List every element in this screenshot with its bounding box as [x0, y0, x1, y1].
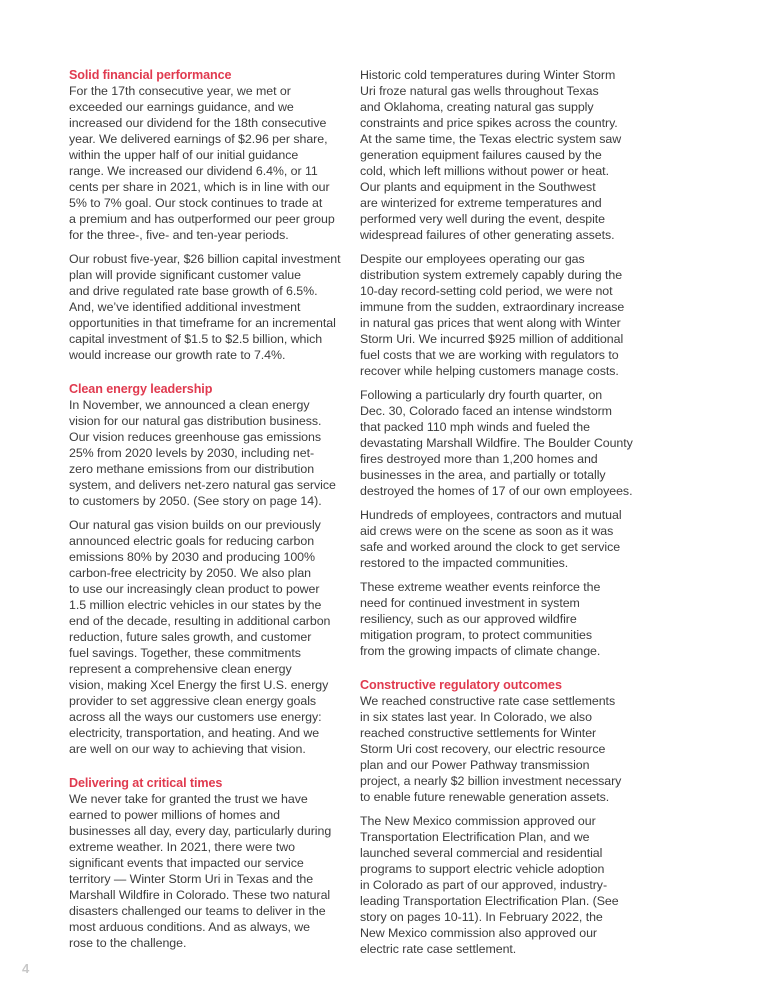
text-line: are well on our way to achieving that vision.	[69, 742, 306, 756]
text-line: and Oklahoma, creating natural gas supply	[360, 100, 594, 114]
text-line: to use our increasingly clean product to power	[69, 582, 320, 596]
text-line: plan and our Power Pathway transmission	[360, 758, 590, 772]
text-line: immune from the sudden, extraordinary increase	[360, 300, 625, 314]
text-line: cold, which left millions without power or heat.	[360, 164, 609, 178]
text-line: We never take for granted the trust we have	[69, 792, 308, 806]
text-line: generation equipment failures caused by the	[360, 148, 602, 162]
text-line: Storm Uri. We incurred $925 million of additional	[360, 332, 624, 346]
text-line: At the same time, the Texas electric system saw	[360, 132, 622, 146]
text-line: Historic cold temperatures during Winter Storm	[360, 68, 616, 82]
text-line: significant events that impacted our service	[69, 856, 304, 870]
text-line: and drive regulated rate base growth of 6.5%.	[69, 284, 318, 298]
text-line: extreme weather. In 2021, there were two	[69, 840, 295, 854]
text-line: rose to the challenge.	[69, 936, 187, 950]
text-line: emissions 80% by 2030 and producing 100%	[69, 550, 315, 564]
text-line: within the upper half of our initial guidance	[69, 148, 299, 162]
text-line: story on pages 10-11). In February 2022, the	[360, 910, 603, 924]
body-paragraph	[360, 813, 660, 957]
text-line: widespread failures of other generating assets.	[360, 228, 615, 242]
text-line: to customers by 2050. (See story on page 14).	[69, 494, 322, 508]
text-line: zero methane emissions from our distribution	[69, 462, 315, 476]
text-line: increased our dividend for the 18th consecutive	[69, 116, 327, 130]
text-line: electric rate case settlement.	[360, 942, 517, 956]
text-line: across all the ways our customers use energy:	[69, 710, 322, 724]
body-paragraph	[69, 791, 351, 951]
article-section	[69, 371, 351, 757]
body-paragraph	[69, 397, 351, 509]
body-paragraph	[360, 67, 660, 243]
text-line: from the growing impacts of climate change.	[360, 644, 601, 658]
text-line: fuel savings. Together, these commitments	[69, 646, 301, 660]
text-line: carbon-free electricity by 2050. We also plan	[69, 566, 312, 580]
section-heading: Clean energy leadership	[69, 382, 213, 396]
body-paragraph	[69, 83, 351, 243]
text-line: disasters challenged our teams to deliver in the	[69, 904, 326, 918]
text-line: plan will provide significant customer value	[69, 268, 301, 282]
text-line: launched several commercial and residential	[360, 846, 603, 860]
text-line: earned to power millions of homes and	[69, 808, 280, 822]
left-column	[69, 67, 351, 959]
text-line: range. We increased our dividend 6.4%, or 11	[69, 164, 318, 178]
text-line: would increase our growth rate to 7.4%.	[69, 348, 286, 362]
text-line: New Mexico commission also approved our	[360, 926, 598, 940]
text-line: Despite our employees operating our gas	[360, 252, 585, 266]
section-heading: Delivering at critical times	[69, 776, 223, 790]
text-line: Hundreds of employees, contractors and mutual	[360, 508, 622, 522]
text-line: vision for our natural gas distribution business.	[69, 414, 322, 428]
text-line: electricity, transportation, and heating. And we	[69, 726, 320, 740]
text-line: need for continued investment in system	[360, 596, 580, 610]
text-line: year. We delivered earnings of $2.96 per share,	[69, 132, 328, 146]
body-paragraph	[360, 251, 660, 379]
text-line: destroyed the homes of 17 of our own employees.	[360, 484, 633, 498]
article-section	[69, 765, 351, 951]
article-section	[69, 67, 351, 363]
text-line: Our robust five-year, $26 billion capital investment	[69, 252, 341, 266]
text-line: performed very well during the event, despite	[360, 212, 606, 226]
text-line: represent a comprehensive clean energy	[69, 662, 292, 676]
text-line: devastating Marshall Wildfire. The Boulder County	[360, 436, 633, 450]
text-line: Marshall Wildfire in Colorado. These two natural	[69, 888, 331, 902]
text-line: opportunities in that timeframe for an incremental	[69, 316, 336, 330]
text-line: 5% to 7% goal. Our stock continues to trade at	[69, 196, 323, 210]
text-line: for the three-, five- and ten-year periods.	[69, 228, 289, 242]
text-line: We reached constructive rate case settlements	[360, 694, 616, 708]
text-line: announced electric goals for reducing carbon	[69, 534, 315, 548]
text-line: system, and delivers net-zero natural gas service	[69, 478, 336, 492]
text-line: project, a nearly $2 billion investment necessary	[360, 774, 622, 788]
text-line: Dec. 30, Colorado faced an intense windstorm	[360, 404, 612, 418]
text-line: end of the decade, resulting in additional carbon	[69, 614, 331, 628]
body-paragraph	[69, 517, 351, 757]
text-line: Storm Uri cost recovery, our electric resource	[360, 742, 606, 756]
text-line: cents per share in 2021, which is in line with our	[69, 180, 330, 194]
text-line: in natural gas prices that went along with Winter	[360, 316, 621, 330]
text-line: leading Transportation Electrification Plan. (See	[360, 894, 619, 908]
text-line: constraints and price spikes across the country.	[360, 116, 618, 130]
section-heading: Solid financial performance	[69, 68, 232, 82]
text-line: restored to the impacted communities.	[360, 556, 569, 570]
text-line: fires destroyed more than 1,200 homes and	[360, 452, 598, 466]
right-column	[360, 67, 660, 965]
article-section	[360, 67, 660, 659]
text-line: distribution system extremely capably during the	[360, 268, 623, 282]
text-line: that packed 110 mph winds and fueled the	[360, 420, 590, 434]
text-line: territory — Winter Storm Uri in Texas and the	[69, 872, 314, 886]
text-line: reached constructive settlements for Winter	[360, 726, 597, 740]
text-line: vision, making Xcel Energy the first U.S. energy	[69, 678, 329, 692]
text-line: in six states last year. In Colorado, we also	[360, 710, 592, 724]
text-line: programs to support electric vehicle adoption	[360, 862, 605, 876]
body-paragraph	[360, 507, 660, 571]
text-line: Our natural gas vision builds on our previously	[69, 518, 321, 532]
text-line: provider to set aggressive clean energy goals	[69, 694, 317, 708]
text-line: capital investment of $1.5 to $2.5 billion, which	[69, 332, 323, 346]
text-line: Following a particularly dry fourth quarter, on	[360, 388, 603, 402]
text-line: most arduous conditions. And as always, we	[69, 920, 311, 934]
text-line: safe and worked around the clock to get service	[360, 540, 621, 554]
text-line: fuel costs that we are working with regulators to	[360, 348, 619, 362]
text-line: a premium and has outperformed our peer group	[69, 212, 335, 226]
page-number: 4	[22, 961, 30, 976]
body-paragraph	[360, 693, 660, 805]
body-paragraph	[69, 251, 351, 363]
text-line: Our vision reduces greenhouse gas emissions	[69, 430, 321, 444]
text-line: businesses in the area, and partially or totally	[360, 468, 606, 482]
text-line: exceeded our earnings guidance, and we	[69, 100, 294, 114]
text-line: Uri froze natural gas wells throughout Texas	[360, 84, 599, 98]
text-line: Our plants and equipment in the Southwest	[360, 180, 596, 194]
text-line: The New Mexico commission approved our	[360, 814, 596, 828]
text-line: are winterized for extreme temperatures and	[360, 196, 602, 210]
text-line: recover while helping customers manage costs.	[360, 364, 619, 378]
text-line: 1.5 million electric vehicles in our states by the	[69, 598, 322, 612]
text-line: These extreme weather events reinforce the	[360, 580, 601, 594]
text-line: mitigation program, to protect communities	[360, 628, 593, 642]
text-line: Transportation Electrification Plan, and we	[360, 830, 590, 844]
text-line: in Colorado as part of our approved, industry-	[360, 878, 608, 892]
section-heading: Constructive regulatory outcomes	[360, 678, 562, 692]
article-section	[360, 667, 660, 957]
text-line: resiliency, such as our approved wildfire	[360, 612, 577, 626]
text-line: And, we’ve identified additional investment	[69, 300, 301, 314]
body-paragraph	[360, 579, 660, 659]
body-paragraph	[360, 387, 660, 499]
text-line: For the 17th consecutive year, we met or	[69, 84, 291, 98]
text-line: businesses all day, every day, particularly during	[69, 824, 332, 838]
text-line: In November, we announced a clean energy	[69, 398, 310, 412]
text-line: aid crews were on the scene as soon as it was	[360, 524, 614, 538]
text-line: 10-day record-setting cold period, we were not	[360, 284, 613, 298]
text-line: to enable future renewable generation assets.	[360, 790, 610, 804]
text-line: 25% from 2020 levels by 2030, including net-	[69, 446, 315, 460]
text-line: reduction, future sales growth, and customer	[69, 630, 312, 644]
